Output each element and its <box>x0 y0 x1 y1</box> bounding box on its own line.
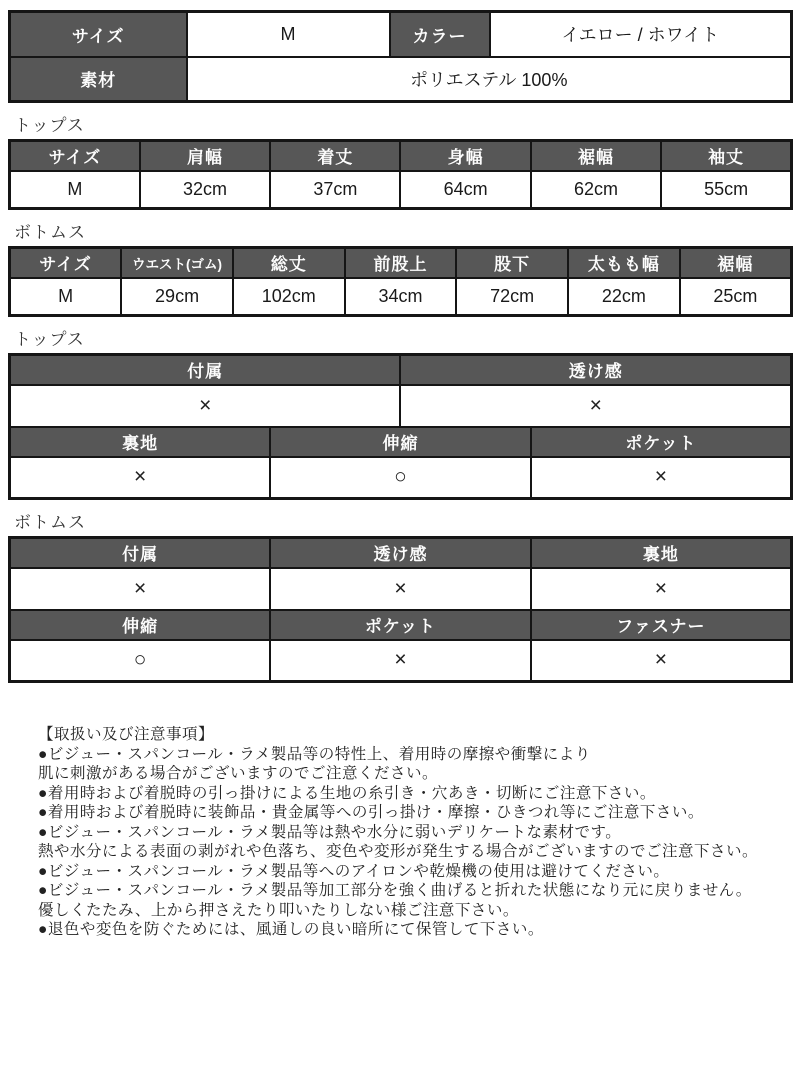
tops-feature-header: 伸縮 <box>270 427 531 457</box>
tops-feature-value: × <box>400 385 791 427</box>
bottoms-feature-value: × <box>531 568 792 610</box>
bottoms-size-value: 102cm <box>233 278 345 316</box>
bottoms-feature-header: 透け感 <box>270 538 531 568</box>
care-notes-title: 【取扱い及び注意事項】 <box>38 726 215 743</box>
tops-size-header: 裾幅 <box>531 141 661 171</box>
tops-feature-header: 裏地 <box>10 427 271 457</box>
color-label-cell: カラー <box>390 12 490 57</box>
care-note-line: ●退色や変色を防ぐためには、風通しの良い暗所にて保管して下さい。 <box>38 921 544 938</box>
tops-size-value: 37cm <box>270 171 400 209</box>
tops-size-header: 袖丈 <box>661 141 791 171</box>
tops-size-table <box>8 139 793 210</box>
bottoms-feature-value: × <box>270 568 531 610</box>
color-value-cell: イエロー / ホワイト <box>490 12 792 57</box>
care-note-line: ●ビジュー・スパンコール・ラメ製品等加工部分を強く曲げると折れた状態になり元に戻りません。 <box>38 882 752 899</box>
bottoms-size-section-label: ボトムス <box>14 223 86 242</box>
bottoms-size-header: 太もも幅 <box>568 248 680 278</box>
bottoms-feature-value: ○ <box>10 640 271 682</box>
bottoms-feature-value: × <box>270 640 531 682</box>
care-note-line: ●ビジュー・スパンコール・ラメ製品等は熱や水分に弱いデリケートな素材です。 <box>38 823 622 841</box>
bottoms-feature-header: 裏地 <box>531 538 792 568</box>
size-label-cell: サイズ <box>10 12 187 57</box>
care-note-line: ●着用時および着脱時に装飾品・貴金属等への引っ掛け・摩擦・ひきつれ等にご注意下さい。 <box>38 804 704 821</box>
tops-size-header: 着丈 <box>270 141 400 171</box>
tops-size-value: 32cm <box>140 171 270 209</box>
care-note-line: ●ビジュー・スパンコール・ラメ製品等の特性上、着用時の摩擦や衝撃により <box>38 745 591 763</box>
summary-table <box>8 10 793 103</box>
tops-size-value: 55cm <box>661 171 791 209</box>
bottoms-size-header: ウエスト(ゴム) <box>121 248 233 278</box>
bottoms-size-value: 22cm <box>568 278 680 316</box>
care-note-line: 熱や水分による表面の剥がれや色落ち、変色や変形が発生する場合がございますのでご注意下さい。 <box>38 843 759 860</box>
material-value-cell: ポリエステル 100% <box>187 57 792 102</box>
tops-features-section-label: トップス <box>14 330 85 349</box>
tops-size-value: 64cm <box>400 171 530 209</box>
material-label-cell: 素材 <box>10 57 187 102</box>
bottoms-features-table <box>8 536 793 683</box>
bottoms-size-value: M <box>10 278 122 316</box>
care-note-line: ●ビジュー・スパンコール・ラメ製品等へのアイロンや乾燥機の使用は避けてください。 <box>38 862 670 880</box>
tops-feature-header: 付属 <box>10 355 401 385</box>
tops-size-value: M <box>10 171 140 209</box>
tops-size-section-label: トップス <box>14 116 85 135</box>
bottoms-size-header: 総丈 <box>233 248 345 278</box>
tops-feature-header: 透け感 <box>400 355 791 385</box>
bottoms-size-value: 72cm <box>456 278 568 316</box>
tops-feature-value: × <box>10 385 401 427</box>
tops-feature-header: ポケット <box>531 427 792 457</box>
bottoms-feature-header: 付属 <box>10 538 271 568</box>
bottoms-feature-header: 伸縮 <box>10 610 271 640</box>
tops-size-value: 62cm <box>531 171 661 209</box>
bottoms-size-value: 34cm <box>345 278 457 316</box>
bottoms-size-header: 股下 <box>456 248 568 278</box>
bottoms-size-table <box>8 246 793 317</box>
bottoms-feature-value: × <box>531 640 792 682</box>
bottoms-feature-header: ポケット <box>270 610 531 640</box>
bottoms-size-value: 29cm <box>121 278 233 316</box>
care-note-line: ●着用時および着脱時の引っ掛けによる生地の糸引き・穴あき・切断にご注意下さい。 <box>38 784 656 802</box>
care-notes <box>38 725 793 940</box>
size-value-cell: M <box>187 12 390 57</box>
bottoms-size-header: 前股上 <box>345 248 457 278</box>
tops-size-header: 身幅 <box>400 141 530 171</box>
tops-feature-value: × <box>531 457 792 499</box>
bottoms-features-section-label: ボトムス <box>14 513 86 532</box>
bottoms-size-header: 裾幅 <box>680 248 792 278</box>
care-note-line: 優しくたたみ、上から押さえたり叩いたりしない様ご注意下さい。 <box>38 901 519 919</box>
bottoms-size-value: 25cm <box>680 278 792 316</box>
tops-feature-value: × <box>10 457 271 499</box>
bottoms-feature-value: × <box>10 568 271 610</box>
care-note-line: 肌に刺激がある場合がございますのでご注意ください。 <box>38 765 439 782</box>
tops-size-header: サイズ <box>10 141 140 171</box>
tops-features-table <box>8 353 793 500</box>
bottoms-feature-header: ファスナー <box>531 610 792 640</box>
tops-size-header: 肩幅 <box>140 141 270 171</box>
bottoms-size-header: サイズ <box>10 248 122 278</box>
tops-feature-value: ○ <box>270 457 531 499</box>
